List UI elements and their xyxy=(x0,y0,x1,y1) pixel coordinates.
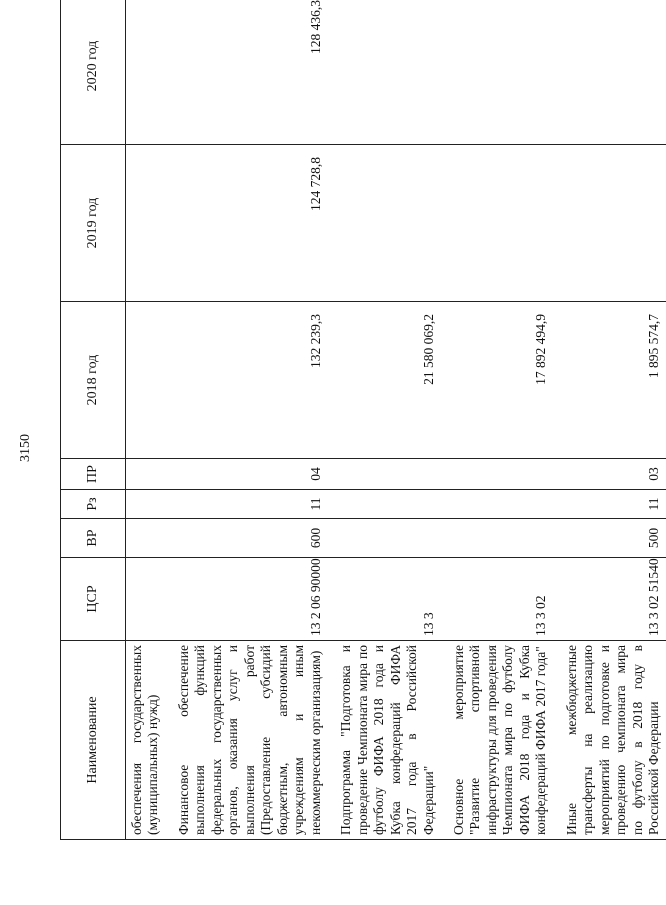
row-2020: 128 436,3 xyxy=(173,0,327,145)
row-rz: 11 xyxy=(173,490,327,519)
row-2019 xyxy=(448,145,553,302)
header-csr: ЦСР xyxy=(61,558,126,641)
row-vr: 500 xyxy=(561,519,666,558)
row-2020 xyxy=(448,0,553,145)
header-2018: 2018 год xyxy=(61,302,126,459)
table-header xyxy=(61,0,126,840)
table-body xyxy=(126,0,666,840)
header-2019: 2019 год xyxy=(61,145,126,302)
row-2019: 124 728,8 xyxy=(173,145,327,302)
header-pr: ПР xyxy=(61,459,126,490)
row-name: Иные межбюджетные трансферты на реализацию мероприятий по подготовке и проведению чемпионата мира по футболу в 2018 году в Российской Федерации xyxy=(561,641,666,840)
row-2020 xyxy=(561,0,666,145)
row-2019 xyxy=(126,145,165,302)
row-spacer xyxy=(165,0,173,840)
row-csr: 13 3 02 xyxy=(448,558,553,641)
row-name: обеспечения государственных (муниципальных) нужд) xyxy=(126,641,165,840)
row-pr: 03 xyxy=(561,459,666,490)
row-pr xyxy=(126,459,165,490)
row-pr xyxy=(448,459,553,490)
header-2020: 2020 год xyxy=(61,0,126,145)
row-2018: 1 895 574,7 xyxy=(561,302,666,459)
row-2018: 21 580 069,2 xyxy=(335,302,440,459)
row-csr: 13 3 02 51540 xyxy=(561,558,666,641)
table-row xyxy=(173,0,327,840)
budget-table xyxy=(60,0,666,840)
row-spacer xyxy=(327,0,335,840)
page-number-area xyxy=(0,0,40,905)
row-2019 xyxy=(335,145,440,302)
page-number: 3150 xyxy=(18,434,33,462)
table-row xyxy=(448,0,553,840)
table-row xyxy=(561,0,666,840)
header-row xyxy=(61,0,126,840)
row-rz xyxy=(448,490,553,519)
header-rz: Рз xyxy=(61,490,126,519)
row-pr xyxy=(335,459,440,490)
row-2019 xyxy=(561,145,666,302)
budget-table-container xyxy=(60,0,662,840)
row-pr: 04 xyxy=(173,459,327,490)
row-2020 xyxy=(126,0,165,145)
row-2018: 17 892 494,9 xyxy=(448,302,553,459)
row-rz xyxy=(126,490,165,519)
row-vr xyxy=(126,519,165,558)
row-csr: 13 3 xyxy=(335,558,440,641)
row-name: Подпрограмма "Подготовка и проведение Чемпионата мира по футболу ФИФА 2018 года и Кубка конфедераций ФИФА 2017 года в Российской Федерации" xyxy=(335,641,440,840)
row-name: Финансовое обеспечение выполнения функций федеральных государственных органов, оказания услуг и выполнения работ (Предоставление субсидий бюджетным, автономным учреждениям и иным некоммерческим организациям) xyxy=(173,641,327,840)
table-row xyxy=(335,0,440,840)
row-2018 xyxy=(126,302,165,459)
row-rz xyxy=(335,490,440,519)
row-vr xyxy=(335,519,440,558)
table-row xyxy=(126,0,165,840)
row-rz: 11 xyxy=(561,490,666,519)
header-name: Наименование xyxy=(61,641,126,840)
row-csr: 13 2 06 90000 xyxy=(173,558,327,641)
row-csr xyxy=(126,558,165,641)
row-vr xyxy=(448,519,553,558)
row-spacer xyxy=(440,0,448,840)
row-2018: 132 239,3 xyxy=(173,302,327,459)
row-vr: 600 xyxy=(173,519,327,558)
header-vr: ВР xyxy=(61,519,126,558)
row-name: Основное мероприятие "Развитие спортивной инфраструктуры для проведения Чемпионата мира по футболу ФИФА 2018 года и Кубка конфедераций ФИФА 2017 года" xyxy=(448,641,553,840)
row-2020 xyxy=(335,0,440,145)
row-spacer xyxy=(553,0,561,840)
